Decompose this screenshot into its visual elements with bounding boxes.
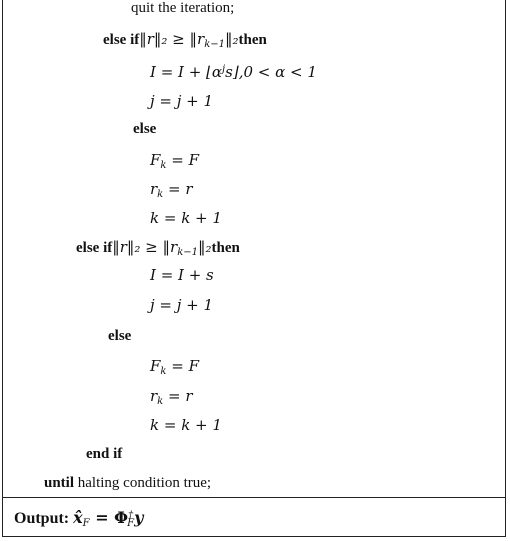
norm-tail: ‖₂ xyxy=(225,30,239,48)
then-keyword-2: then xyxy=(211,240,240,256)
fk-symbol: F xyxy=(150,151,161,169)
rk-assign-2: = r xyxy=(163,387,193,405)
quit-text: quit the iteration; xyxy=(131,0,235,16)
else-line-2 xyxy=(108,327,131,345)
j-update-line-1 xyxy=(150,92,213,111)
until-condition: halting condition true; xyxy=(74,475,212,491)
end-if-keyword: end if xyxy=(86,446,123,462)
output-keyword: Output: xyxy=(14,510,70,527)
norm-subscript: k−1 xyxy=(204,39,226,50)
until-line xyxy=(44,474,211,492)
rk-symbol: r xyxy=(150,180,158,198)
output-xhat: x̂ xyxy=(73,508,83,527)
else-if-keyword-2: else if xyxy=(76,240,113,256)
l-update-tail: s⌋,0 < α < 1 xyxy=(225,63,317,81)
else-keyword: else xyxy=(133,121,157,137)
quit-iteration-line xyxy=(131,0,234,17)
j-update-expr: j = j + 1 xyxy=(150,92,214,110)
fk-line-1: $F_k = F$ xyxy=(150,151,199,171)
k-update-expr: k = k + 1 xyxy=(150,209,222,227)
phi-subscript: F xyxy=(127,518,135,529)
else-if-line-2 xyxy=(76,238,240,262)
output-subscript: F xyxy=(82,518,90,529)
norm-condition: ‖r‖₂ ≥ ‖r xyxy=(139,30,205,48)
l-update-expr: I = I + ⌊α xyxy=(150,63,223,81)
else-if-line-1 xyxy=(103,30,267,54)
rk-line-2: $r_k = r$ xyxy=(150,387,193,407)
k-update-expr-2: k = k + 1 xyxy=(150,416,222,434)
k-update-line-1 xyxy=(150,209,222,228)
k-update-line-2 xyxy=(150,416,222,435)
norm-tail-2: ‖₂ xyxy=(198,238,212,256)
j-update-line-2 xyxy=(150,296,213,315)
fk-symbol-2: F xyxy=(150,357,161,375)
l-update-expr-2: I = I + s xyxy=(150,266,214,284)
output-separator xyxy=(2,497,506,498)
pseudo-inverse-dagger: † xyxy=(128,510,134,521)
alpha-exponent: j xyxy=(222,64,226,75)
j-update-expr-2: j = j + 1 xyxy=(150,296,214,314)
norm-condition-2: ‖r‖₂ ≥ ‖r xyxy=(112,238,178,256)
output-y: y xyxy=(134,508,144,527)
until-keyword: until xyxy=(44,475,75,491)
else-line-1 xyxy=(133,120,156,138)
else-keyword-2: else xyxy=(108,328,132,344)
then-keyword: then xyxy=(238,32,267,48)
l-update-line-2 xyxy=(150,266,214,285)
fk-line-2: $F_k = F$ xyxy=(150,357,199,377)
rk-assign: = r xyxy=(163,180,193,198)
end-if-line xyxy=(86,445,122,463)
output-line xyxy=(14,507,143,533)
rk-symbol-2: r xyxy=(150,387,158,405)
else-if-keyword: else if xyxy=(103,32,140,48)
fk-assign-2: = F xyxy=(166,357,199,375)
norm-subscript-2: k−1 xyxy=(177,247,199,258)
output-phi: = Φ xyxy=(89,508,129,527)
fk-assign: = F xyxy=(166,151,199,169)
rk-line-1: $r_k = r$ xyxy=(150,180,193,200)
l-update-line-1 xyxy=(150,61,317,82)
